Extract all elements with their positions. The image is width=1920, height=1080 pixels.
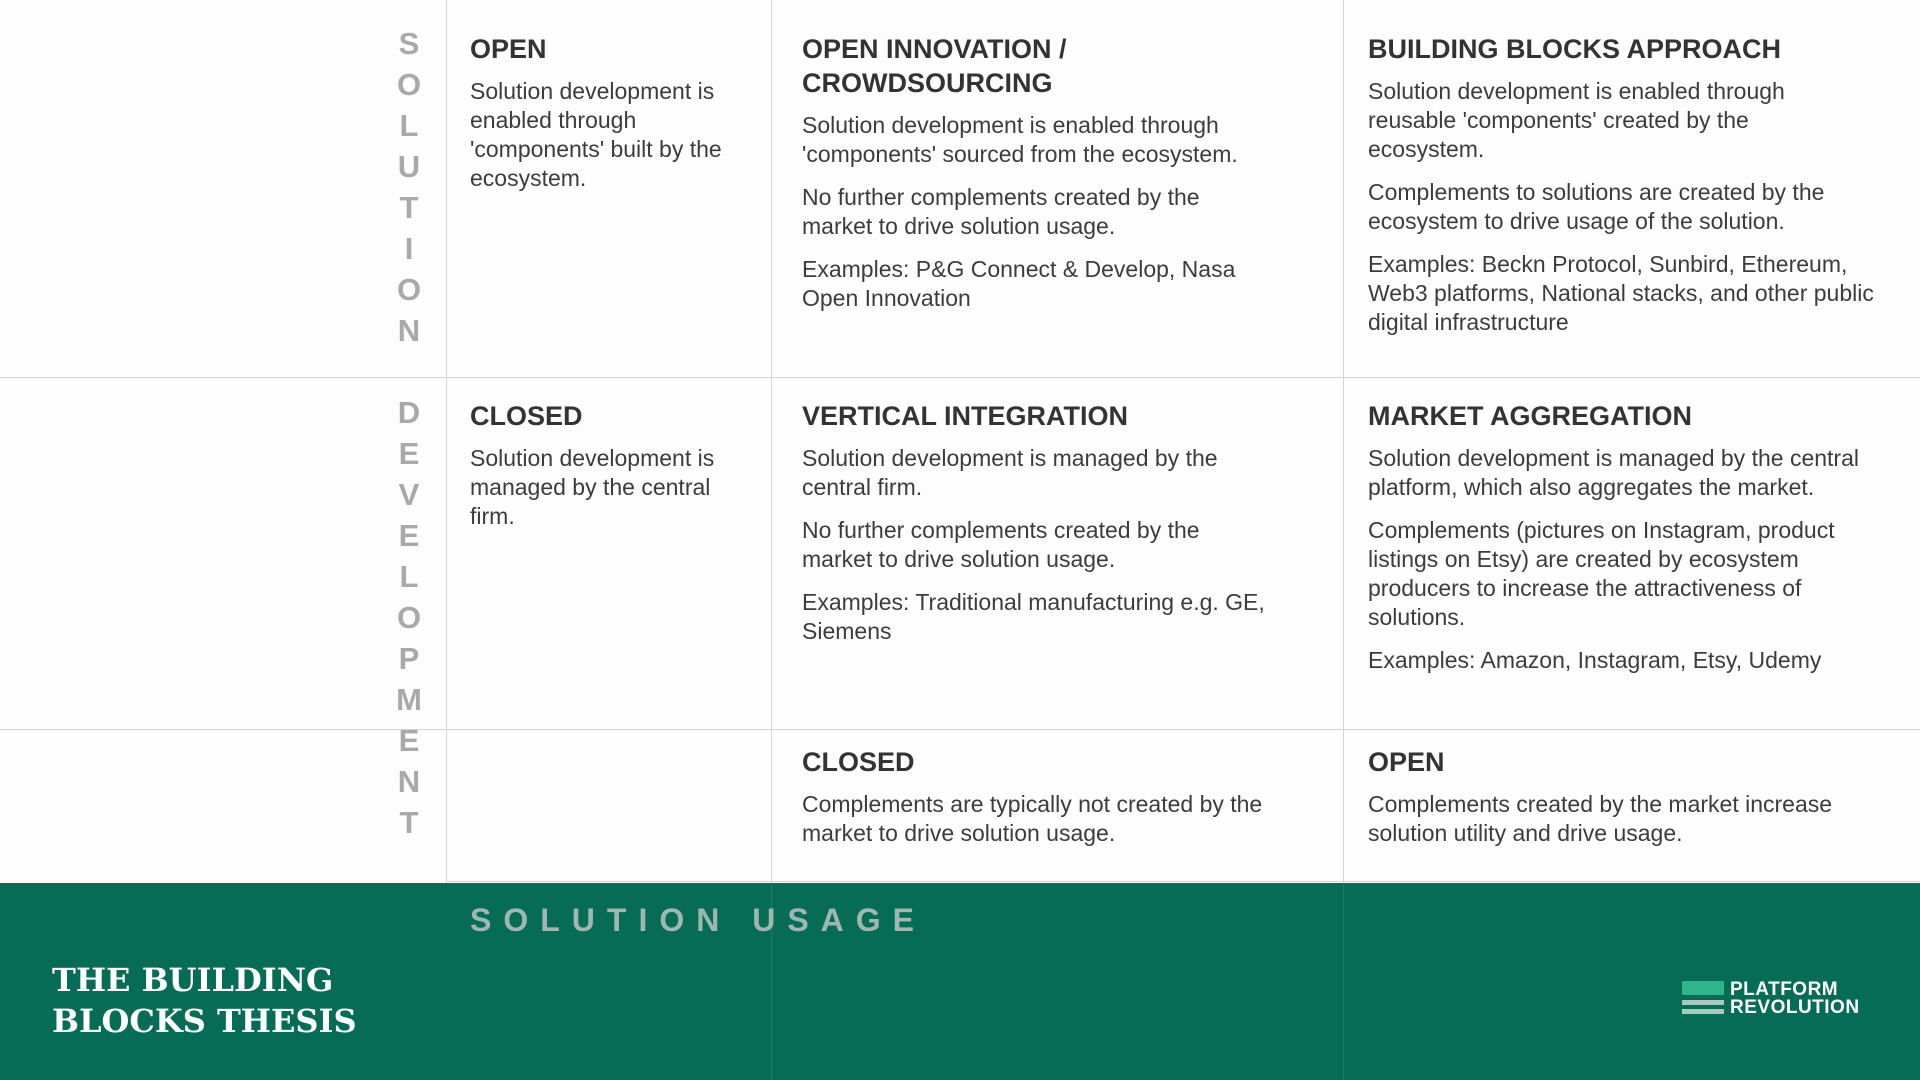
brand-name-line: REVOLUTION bbox=[1730, 997, 1860, 1018]
axis-letter: I bbox=[404, 231, 414, 266]
cell-text: Examples: P&G Connect & Develop, Nasa Open Innovation bbox=[802, 256, 1236, 311]
grid-line-horizontal-1 bbox=[0, 377, 1920, 378]
grid-line-horizontal-2 bbox=[0, 729, 1920, 730]
cell-text: Solution development is managed by the central firm. bbox=[802, 445, 1218, 500]
axis-letter: T bbox=[399, 805, 419, 840]
cell-title: CLOSED bbox=[802, 747, 915, 777]
cell-text: Examples: Beckn Protocol, Sunbird, Ethereum, Web3 platforms, National stacks, and other public digital infrastructure bbox=[1368, 251, 1874, 335]
cell-title: VERTICAL INTEGRATION bbox=[802, 401, 1129, 431]
cell-text: Solution development is managed by the central platform, which also aggregates the market. bbox=[1368, 445, 1859, 500]
cell-text: Examples: Amazon, Instagram, Etsy, Udemy bbox=[1368, 647, 1822, 673]
cell-text: Examples: Traditional manufacturing e.g. GE, Siemens bbox=[802, 589, 1265, 644]
cell-open-innovation bbox=[802, 32, 1322, 327]
axis-letter: E bbox=[398, 723, 420, 758]
grid-line-vertical-2 bbox=[771, 0, 772, 883]
cell-title: OPEN bbox=[1368, 747, 1445, 777]
cell-text: Complements to solutions are created by the ecosystem to drive usage of the solution. bbox=[1368, 179, 1825, 234]
grid-line-vertical-1 bbox=[446, 0, 447, 883]
cell-text: Solution development is enabled through 'components' sourced from the ecosystem. bbox=[802, 112, 1238, 167]
brand-name bbox=[1730, 981, 1860, 1017]
brand-name-line: PLATFORM bbox=[1730, 979, 1839, 1000]
cell-open bbox=[470, 32, 760, 207]
axis-letter: O bbox=[396, 272, 422, 307]
cell-usage-closed bbox=[802, 745, 1332, 862]
cell-text: Complements created by the market increase solution utility and drive usage. bbox=[1368, 791, 1833, 846]
solution-development-axis-label bbox=[392, 23, 426, 351]
cell-text: Complements are typically not created by the market to drive solution usage. bbox=[802, 791, 1263, 846]
axis-letter: S bbox=[398, 26, 420, 61]
development-axis-label bbox=[392, 392, 426, 843]
footer-divider bbox=[1343, 883, 1344, 1080]
cell-title: OPEN INNOVATION / CROWDSOURCING bbox=[802, 34, 1067, 98]
cell-usage-open bbox=[1368, 745, 1868, 862]
axis-letter: O bbox=[396, 67, 422, 102]
cell-market-aggregation bbox=[1368, 399, 1898, 689]
cell-vertical-integration bbox=[802, 399, 1322, 660]
axis-letter: L bbox=[399, 559, 419, 594]
cell-text: Complements (pictures on Instagram, product listings on Etsy) are created by ecosystem producers to increase the attractiveness of solutions. bbox=[1368, 517, 1835, 630]
axis-letter: V bbox=[398, 477, 420, 512]
axis-letter: N bbox=[397, 313, 421, 348]
cell-text: Solution development is enabled through 'components' built by the ecosystem. bbox=[470, 78, 722, 191]
cell-title: MARKET AGGREGATION bbox=[1368, 401, 1692, 431]
cell-title: BUILDING BLOCKS APPROACH bbox=[1368, 34, 1782, 64]
cell-text: No further complements created by the market to drive solution usage. bbox=[802, 184, 1200, 239]
cell-text: Solution development is enabled through reusable 'components' created by the ecosystem. bbox=[1368, 78, 1785, 162]
cell-text: Solution development is managed by the central firm. bbox=[470, 445, 715, 529]
page-title-line: BLOCKS THESIS bbox=[52, 1002, 357, 1040]
axis-letter: M bbox=[396, 682, 422, 717]
page-title bbox=[52, 960, 357, 1042]
platform-revolution-logo bbox=[1682, 981, 1860, 1017]
axis-letter: T bbox=[399, 190, 419, 225]
axis-letter: E bbox=[398, 518, 420, 553]
axis-letter: D bbox=[397, 395, 421, 430]
axis-letter: E bbox=[398, 436, 420, 471]
cell-title: CLOSED bbox=[470, 401, 583, 431]
axis-letter: L bbox=[399, 108, 419, 143]
grid-line-vertical-3 bbox=[1343, 0, 1344, 883]
axis-letter: N bbox=[397, 764, 421, 799]
grid-line-horizontal-3 bbox=[446, 881, 1920, 882]
page-title-line: THE BUILDING bbox=[52, 961, 334, 999]
platform-revolution-logo-icon bbox=[1682, 981, 1724, 1017]
axis-letter: O bbox=[396, 600, 422, 635]
axis-letter: P bbox=[398, 641, 420, 676]
axis-letter: U bbox=[397, 149, 421, 184]
solution-usage-axis-label: SOLUTION USAGE bbox=[470, 902, 927, 938]
cell-building-blocks bbox=[1368, 32, 1898, 351]
cell-text: No further complements created by the market to drive solution usage. bbox=[802, 517, 1200, 572]
cell-title: OPEN bbox=[470, 34, 547, 64]
cell-closed bbox=[470, 399, 760, 545]
